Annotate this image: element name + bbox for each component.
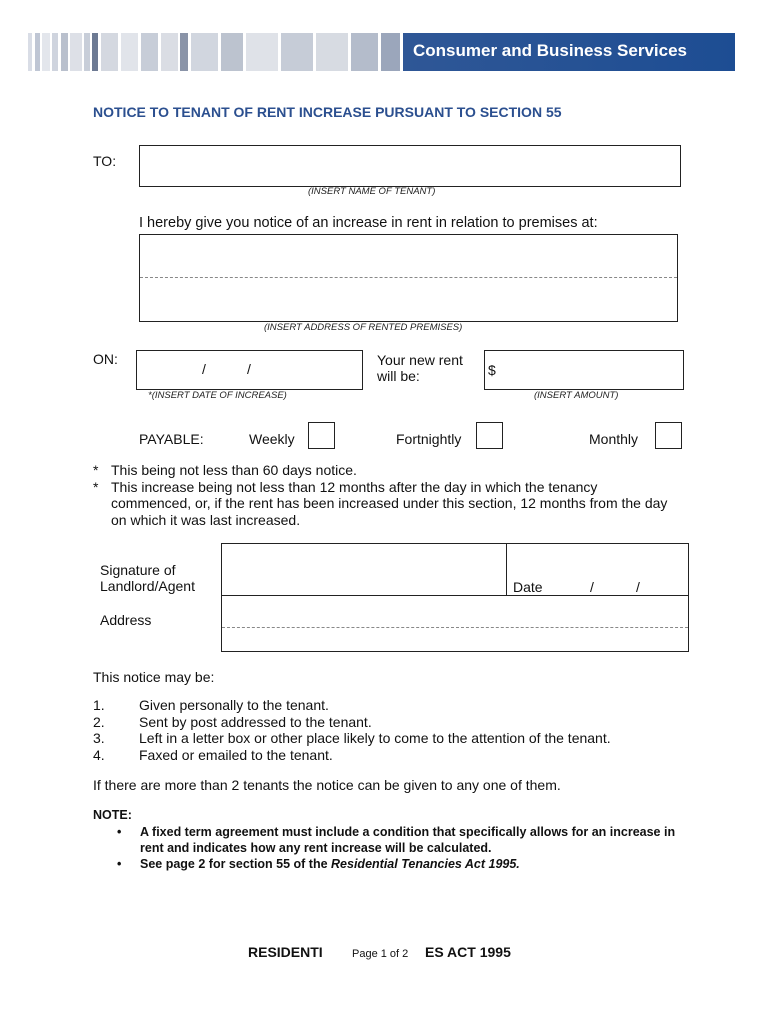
signature-table <box>221 543 689 652</box>
condition-item <box>93 479 681 529</box>
page-title: NOTICE TO TENANT OF RENT INCREASE PURSUANT TO SECTION 55 <box>93 104 562 120</box>
list-number: 3. <box>93 730 105 746</box>
footer-left-fragment: RESIDENTI <box>248 944 323 960</box>
multiple-tenants-note: If there are more than 2 tenants the notice can be given to any one of them. <box>93 777 561 793</box>
address-caption: (INSERT ADDRESS OF RENTED PREMISES) <box>264 322 463 333</box>
list-number: 1. <box>93 697 105 713</box>
address-label: Address <box>100 612 152 628</box>
premises-statement: I hereby give you notice of an increase in rent in relation to premises at: <box>139 215 598 231</box>
list-text: Sent by post addressed to the tenant. <box>139 713 372 730</box>
list-number: 4. <box>93 746 105 763</box>
landlord-address-field[interactable] <box>222 596 688 651</box>
signature-label: Signature of <box>100 562 176 578</box>
note-bullet-text: See page 2 for section 55 of the <box>140 857 332 871</box>
note-list <box>93 824 683 872</box>
conditions-list <box>93 462 693 528</box>
note-bullet-text: A fixed term agreement must include a condition that specifically allows for an increase in rent and indicates how any rent increase will be calculated. <box>140 825 676 855</box>
note-heading: NOTE: <box>93 808 132 822</box>
list-number: 2. <box>93 713 105 730</box>
act-name: Residential Tenancies Act 1995. <box>331 857 520 871</box>
tenant-name-field[interactable] <box>139 145 681 187</box>
date-caption: *(INSERT DATE OF INCREASE) <box>148 390 287 401</box>
list-item <box>93 714 693 731</box>
header-title: Consumer and Business Services <box>413 41 688 60</box>
note-bullet-item <box>93 824 683 856</box>
list-item <box>93 730 693 747</box>
asterisk-marker: * <box>93 478 99 495</box>
weekly-checkbox[interactable] <box>308 422 335 449</box>
condition-text: This increase being not less than 12 months after the day in which the tenancy commenced, or, if the rent has been increased under this section, 12 months from the day on which it was last increased. <box>111 478 668 528</box>
list-item <box>93 747 693 764</box>
bullet-icon: • <box>117 857 122 871</box>
footer-right-fragment: ES ACT 1995 <box>425 944 511 960</box>
signature-label-2: Landlord/Agent <box>100 578 195 594</box>
fortnightly-checkbox[interactable] <box>476 422 503 449</box>
rent-amount-field[interactable] <box>484 350 684 390</box>
date-separator: / <box>590 579 594 595</box>
option-weekly-label: Weekly <box>249 431 295 447</box>
delivery-methods-list <box>93 697 693 763</box>
signature-field[interactable] <box>222 544 506 595</box>
option-monthly-label: Monthly <box>589 431 639 447</box>
address-line-divider <box>140 277 677 278</box>
date-separator: / <box>247 361 251 377</box>
condition-text: This being not less than 60 days notice. <box>111 462 357 478</box>
condition-item <box>93 462 693 479</box>
increase-date-field[interactable] <box>136 350 363 390</box>
list-text: Left in a letter box or other place likely to come to the attention of the tenant. <box>139 730 611 746</box>
note-bullet-item <box>93 856 683 872</box>
monthly-checkbox[interactable] <box>655 422 682 449</box>
asterisk-marker: * <box>93 462 99 478</box>
tenant-caption: (INSERT NAME OF TENANT) <box>308 186 436 197</box>
date-separator: / <box>636 579 640 595</box>
delivery-intro: This notice may be: <box>93 669 215 685</box>
list-text: Faxed or emailed to the tenant. <box>139 746 333 763</box>
page-number: Page 1 of 2 <box>352 948 409 960</box>
bullet-icon: • <box>117 825 122 839</box>
header-banner <box>28 33 735 71</box>
list-text: Given personally to the tenant. <box>139 697 329 713</box>
to-label: TO: <box>93 153 117 169</box>
currency-symbol: $ <box>488 362 496 378</box>
new-rent-label: Your new rent <box>377 352 463 368</box>
list-item <box>93 697 693 714</box>
payable-label: PAYABLE: <box>139 431 204 447</box>
new-rent-label-2: will be: <box>377 368 420 384</box>
date-label: Date <box>513 579 543 595</box>
option-fortnightly-label: Fortnightly <box>396 431 462 447</box>
amount-caption: (INSERT AMOUNT) <box>534 390 619 401</box>
on-label: ON: <box>93 351 118 367</box>
date-separator: / <box>202 361 206 377</box>
premises-address-field[interactable] <box>139 234 678 322</box>
